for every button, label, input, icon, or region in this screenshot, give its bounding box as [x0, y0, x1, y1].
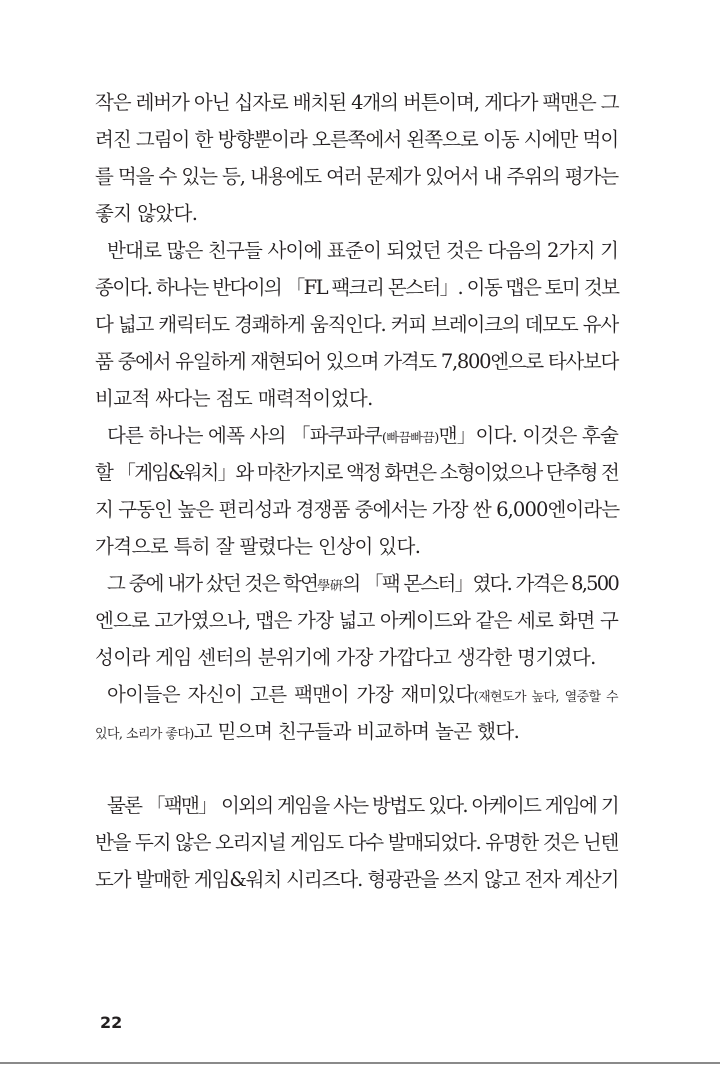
text-line: 가격으로 특히 잘 팔렸다는 인상이 있다.: [95, 535, 421, 558]
text-line: 반을 두지 않은 오리지널 게임도 다수 발매되었다. 유명한 것은 닌텐: [95, 831, 618, 854]
text-segment: 그 중에 내가 샀던 것은 학연: [107, 572, 318, 595]
text-line: 엔으로 고가였으나, 맵은 가장 넓고 아케이드와 같은 세로 화면 구: [95, 609, 618, 632]
text-line: 품 중에서 유일하게 재현되어 있으며 가격도 7,800엔으로 타사보다: [95, 350, 618, 373]
text-line: 할 「게임&워치」와 마찬가지로 액정 화면은 소형이었으나 단추형 전: [95, 461, 618, 484]
text-line: 려진 그림이 한 방향뿐이라 오른쪽에서 왼쪽으로 이동 시에만 먹이: [95, 128, 619, 151]
text-line: 성이라 게임 센터의 분위기에 가장 가깝다고 생각한 명기였다.: [95, 646, 596, 669]
text-segment: 다른 하나는 에폭 사의 「파쿠파쿠: [107, 424, 382, 447]
text-line: 물론 「팩맨」 이외의 게임을 사는 방법도 있다. 아케이드 게임에 기: [107, 794, 618, 817]
page-bottom-rule: [0, 1062, 720, 1064]
text-line: 도가 발매한 게임&워치 시리즈다. 형광관을 쓰지 않고 전자 계산기: [95, 868, 619, 891]
annotation-text: 있다, 소리가 좋다): [95, 727, 194, 742]
annotation-text: 學硏: [317, 579, 343, 594]
text-line: [107, 570, 618, 598]
text-line: [107, 681, 618, 709]
text-line: 반대로 많은 친구들 사이에 표준이 되었던 것은 다음의 2가지 기: [107, 239, 619, 262]
annotation-text: (재현도가 높다, 열중할 수: [473, 690, 618, 705]
text-line: 작은 레버가 아닌 십자로 배치된 4개의 버튼이며, 게다가 팩맨은 그: [95, 91, 619, 114]
annotation-text: (빠끔빠끔): [381, 431, 439, 446]
text-segment: 아이들은 자신이 고른 팩맨이 가장 재미있다: [107, 683, 474, 706]
text-line: 를 먹을 수 있는 등, 내용에도 여러 문제가 있어서 내 주위의 평가는: [95, 165, 618, 188]
page-number: 22: [100, 1013, 123, 1032]
text-line: 다 넓고 캐릭터도 경쾌하게 움직인다. 커피 브레이크의 데모도 유사: [95, 313, 618, 336]
text-line: [95, 718, 618, 746]
text-line: 지 구동인 높은 편리성과 경쟁품 중에서는 가장 싼 6,000엔이라는: [95, 498, 620, 521]
text-segment: 의 「팩 몬스터」였다. 가격은 8,500: [342, 572, 618, 595]
text-line: 종이다. 하나는 반다이의 「FL 팩크리 몬스터」. 이동 맵은 토미 것보: [95, 276, 619, 299]
text-segment: 맨」이다. 이것은 후술: [438, 424, 618, 447]
text-segment: 고 믿으며 친구들과 비교하며 놀곤 했다.: [193, 720, 520, 743]
text-line: [107, 422, 618, 450]
text-line: 좋지 않았다.: [95, 202, 198, 225]
text-line: 비교적 싸다는 점도 매력적이었다.: [95, 387, 373, 410]
